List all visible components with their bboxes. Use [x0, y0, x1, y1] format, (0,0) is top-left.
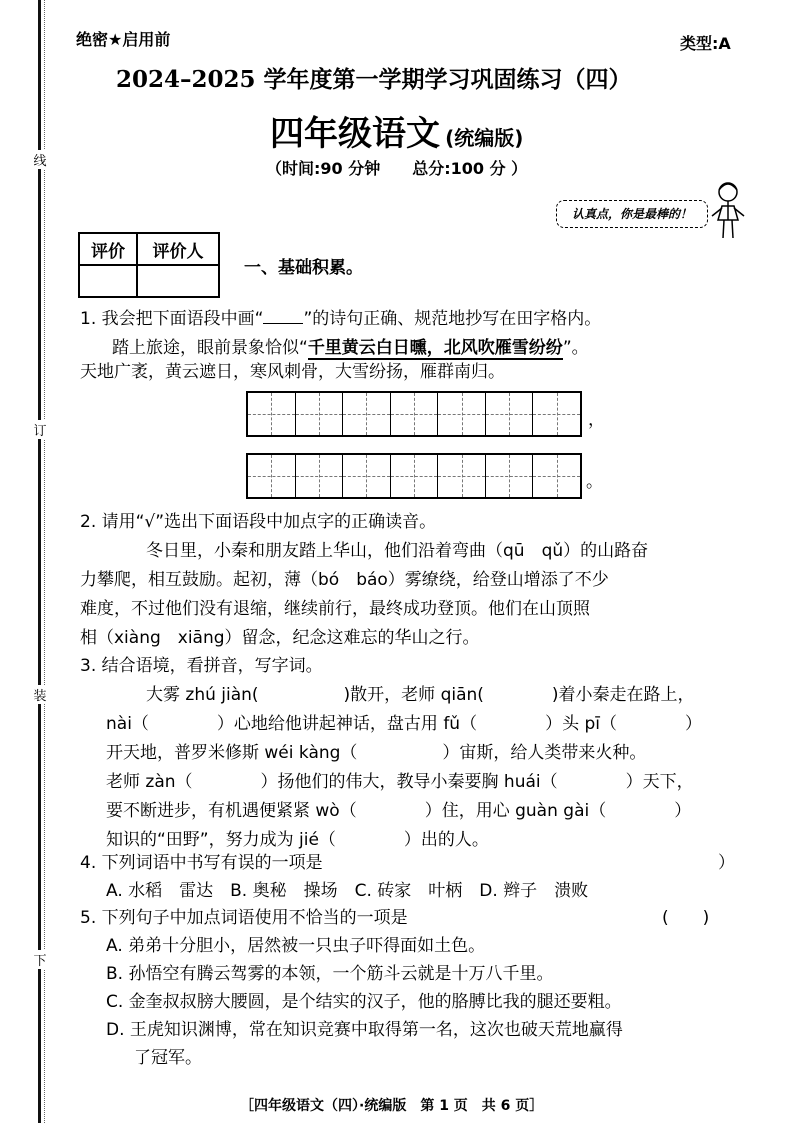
- row1-comma: ，: [588, 410, 605, 430]
- q5-answer-paren[interactable]: ( ): [662, 908, 710, 928]
- q4-stem: 4. 下列词语中书写有误的一项是: [80, 853, 323, 873]
- tianzige-row-1[interactable]: [246, 391, 582, 437]
- q2-line4: 相（xiàng xiāng）留念，纪念这难忘的华山之行。: [80, 628, 480, 648]
- eval-header-1: 评价: [79, 233, 137, 265]
- page-footer: ［四年级语文（四）·统编版 第 1 页 共 6 页］: [240, 1098, 544, 1114]
- q5-option-c: C. 金奎叔叔膀大腰圆，是个结实的汉子，他的胳膊比我的腿还要粗。: [106, 992, 622, 1012]
- q3-line2: nài（ ）心地给他讲起神话，盘古用 fǔ（ ）头 pī（ ）: [106, 714, 702, 734]
- q3-line6: 知识的“田野”，努力成为 jié（ ）出的人。: [106, 830, 489, 850]
- q5-option-a: A. 弟弟十分胆小，居然被一只虫子吓得面如土色。: [106, 936, 486, 956]
- row2-period: 。: [586, 472, 603, 492]
- binding-char-ding: 订: [30, 420, 50, 439]
- motto-bubble: 认真点，你是最棒的！: [556, 200, 708, 228]
- q3-line1: 大雾 zhú jiàn( )散开，老师 qiān( )着小秦走在路上，: [146, 685, 695, 705]
- q1-passage-line1: 踏上旅途，眼前景象恰似“千里黄云白日曛，北风吹雁雪纷纷”。: [112, 338, 589, 358]
- q3-line4: 老师 zàn（ ）扬他们的伟大，教导小秦要胸 huái（ ）天下，: [106, 772, 694, 792]
- secret-label: 绝密★启用前: [76, 30, 171, 49]
- q5-stem: 5. 下列句子中加点词语使用不恰当的一项是: [80, 908, 408, 928]
- binding-char-xia: 下: [30, 950, 50, 969]
- tianzige-row-2[interactable]: [246, 453, 582, 499]
- q1-stem: 1. 我会把下面语段中画“ ”的诗句正确、规范地抄写在田字格内。: [80, 305, 601, 333]
- q3-stem: 3. 结合语境，看拼音，写字词。: [80, 656, 323, 676]
- q2-stem: 2. 请用“√”选出下面语段中加点字的正确读音。: [80, 512, 437, 532]
- subject-title: [270, 106, 523, 155]
- q1-passage-line2: 天地广袤，黄云遮日，寒风刺骨，大雪纷扬，雁群南归。: [80, 362, 505, 382]
- eval-cell-2[interactable]: [137, 265, 219, 297]
- exam-title: 2024–2025 学年度第一学期学习巩固练习（四）: [116, 66, 632, 93]
- q5-option-d-line1: D. 王虎知识渊博，常在知识竞赛中取得第一名，这次也破天荒地赢得: [106, 1020, 623, 1040]
- q3-line5: 要不断进步，有机遇便紧紧 wò（ ）住，用心 guàn gài（ ）: [106, 801, 692, 821]
- q3-line3: 开天地，普罗米修斯 wéi kàng（ ）宙斯，给人类带来火种。: [106, 743, 647, 763]
- q4-options: A. 水稻 雷达 B. 奥秘 操场 C. 砖家 叶柄 D. 辫子 溃败: [106, 881, 589, 901]
- girl-illustration: [706, 178, 750, 244]
- q5-option-b: B. 孙悟空有腾云驾雾的本领，一个筋斗云就是十万八千里。: [106, 964, 554, 984]
- binding-char-zhuang: 装: [30, 685, 50, 704]
- q2-line2: 力攀爬，相互鼓励。起初，薄（bó báo）雾缭绕，给登山增添了不少: [80, 570, 609, 590]
- q2-line3: 难度，不过他们没有退缩，继续前行，最终成功登顶。他们在山顶照: [80, 599, 590, 619]
- subject-name: 四年级语文: [270, 114, 440, 154]
- q2-line1: 冬日里，小秦和朋友踏上华山，他们沿着弯曲（qū qǔ）的山路奋: [146, 541, 649, 561]
- evaluation-table: [78, 232, 220, 298]
- binding-char-xian: 线: [30, 150, 50, 169]
- eval-cell-1[interactable]: [79, 265, 137, 297]
- section-heading: 一、基础积累。: [244, 258, 363, 278]
- q4-answer-paren[interactable]: ）: [718, 853, 735, 873]
- q5-option-d-line2: 了冠军。: [134, 1048, 202, 1068]
- eval-header-2: 评价人: [137, 233, 219, 265]
- edition-label: (统编版): [445, 126, 524, 150]
- type-label: 类型:A: [680, 34, 731, 53]
- q1-underlined-poem: 千里黄云白日曛，北风吹雁雪纷纷: [307, 338, 563, 358]
- time-score: （时间:90 分钟 总分:100 分 ）: [266, 159, 528, 178]
